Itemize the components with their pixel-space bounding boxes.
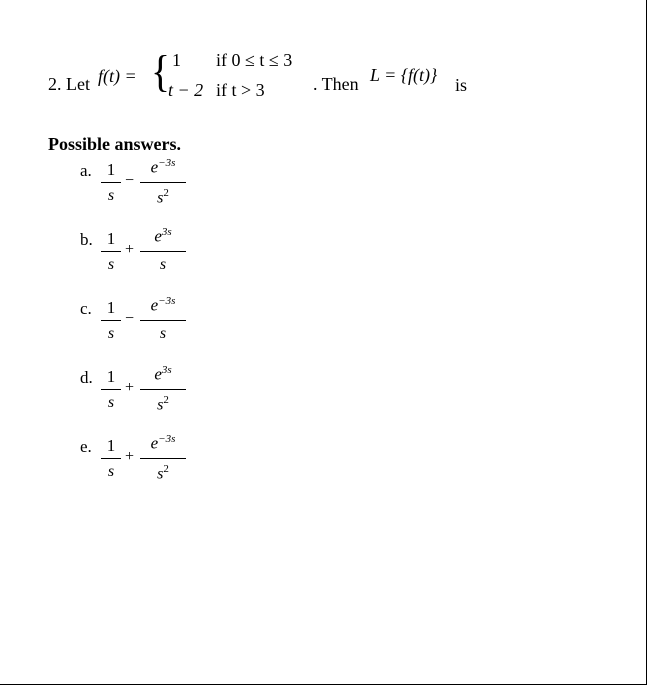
answer-option[interactable] bbox=[0, 364, 300, 427]
second-denominator bbox=[140, 394, 186, 414]
denominator-exponent: 2 bbox=[163, 394, 169, 406]
second-denominator bbox=[140, 256, 186, 274]
minus-sign: − bbox=[125, 310, 135, 327]
exponent: −3s bbox=[158, 295, 176, 307]
answer-label: b. bbox=[80, 230, 93, 249]
denominator-base: s bbox=[157, 396, 164, 414]
minus-sign: − bbox=[125, 172, 135, 189]
exponential-base: e bbox=[154, 364, 162, 384]
answer-label: d. bbox=[80, 368, 93, 387]
fraction-bar bbox=[101, 389, 121, 390]
denominator-base: s bbox=[157, 189, 164, 207]
first-numerator: 1 bbox=[106, 160, 116, 179]
fraction-bar bbox=[140, 182, 186, 183]
first-denominator: s bbox=[107, 187, 115, 204]
answer-option[interactable] bbox=[0, 295, 300, 358]
left-brace: { bbox=[151, 47, 171, 96]
second-numerator bbox=[140, 433, 186, 454]
first-numerator: 1 bbox=[106, 367, 116, 386]
question-tail: is bbox=[455, 75, 468, 95]
fraction-bar bbox=[101, 182, 121, 183]
denominator-base: s bbox=[159, 325, 167, 342]
second-denominator bbox=[140, 187, 186, 207]
second-numerator bbox=[140, 364, 186, 385]
answer-label: e. bbox=[80, 437, 92, 456]
second-numerator bbox=[140, 295, 186, 316]
second-numerator bbox=[140, 226, 186, 247]
fraction-bar bbox=[140, 251, 186, 252]
first-denominator: s bbox=[107, 463, 115, 480]
then-text: . Then bbox=[313, 74, 359, 94]
exponent: −3s bbox=[158, 157, 176, 169]
answer-option[interactable] bbox=[0, 157, 300, 220]
exponential-base: e bbox=[154, 226, 162, 246]
plus-sign: + bbox=[125, 448, 135, 465]
first-denominator: s bbox=[107, 256, 115, 273]
second-denominator bbox=[140, 325, 186, 343]
answer-label: a. bbox=[80, 161, 92, 180]
denominator-base: s bbox=[159, 256, 167, 273]
question-number: 2. Let bbox=[48, 74, 90, 94]
exponential-base: e bbox=[150, 295, 159, 315]
transform-expression: L = {f(t)} bbox=[370, 65, 438, 85]
first-denominator: s bbox=[107, 325, 115, 342]
first-numerator: 1 bbox=[106, 436, 116, 455]
second-denominator bbox=[140, 463, 186, 483]
function-lhs: f(t) = bbox=[98, 66, 137, 86]
first-numerator: 1 bbox=[106, 229, 116, 248]
answer-option[interactable] bbox=[0, 226, 300, 289]
case2-value: t − 2 bbox=[168, 80, 204, 100]
fraction-bar bbox=[140, 389, 186, 390]
fraction-bar bbox=[101, 251, 121, 252]
exponent: −3s bbox=[158, 433, 176, 445]
exponent: 3s bbox=[161, 226, 172, 238]
fraction-bar bbox=[140, 458, 186, 459]
fraction-bar bbox=[101, 320, 121, 321]
exponential-base: e bbox=[150, 433, 159, 453]
first-denominator: s bbox=[107, 394, 115, 411]
denominator-exponent: 2 bbox=[163, 187, 169, 199]
denominator-base: s bbox=[157, 465, 164, 483]
fraction-bar bbox=[101, 458, 121, 459]
exponential-base: e bbox=[150, 157, 159, 177]
denominator-exponent: 2 bbox=[163, 463, 169, 475]
plus-sign: + bbox=[125, 379, 135, 396]
answer-label: c. bbox=[80, 299, 92, 318]
plus-sign: + bbox=[125, 241, 135, 258]
second-numerator bbox=[140, 157, 186, 178]
case1-condition: if 0 ≤ t ≤ 3 bbox=[216, 50, 293, 70]
answer-option[interactable] bbox=[0, 433, 300, 496]
answers-heading: Possible answers. bbox=[48, 134, 182, 154]
fraction-bar bbox=[140, 320, 186, 321]
case1-value: 1 bbox=[172, 50, 181, 70]
exponent: 3s bbox=[161, 364, 172, 376]
case2-condition: if t > 3 bbox=[216, 80, 265, 100]
first-numerator: 1 bbox=[106, 298, 116, 317]
